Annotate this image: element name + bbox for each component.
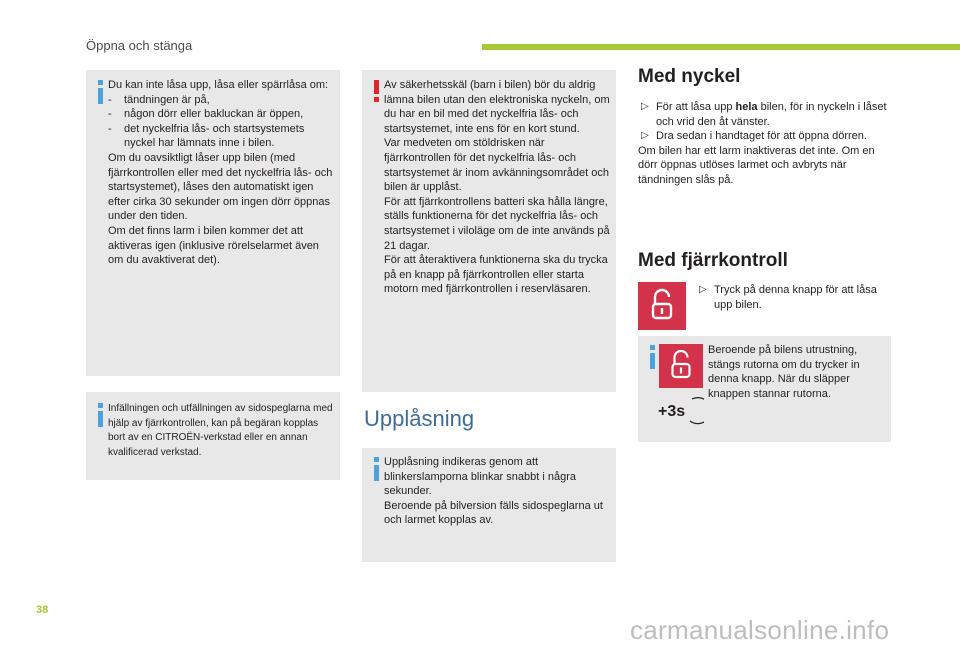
remote-step — [696, 283, 892, 312]
step-item: ▷ Dra sedan i handtaget för att öppna dörren. — [641, 130, 867, 143]
step-item: ▷ Tryck på denna knapp för att låsa upp bilen. — [699, 284, 877, 311]
step-item: ▷ För att låsa upp hela bilen, för in nyckeln i låset och vrid den åt vänster. — [641, 101, 887, 128]
arrow-icon: ▷ — [699, 284, 707, 295]
info-box-unlocking-text — [384, 455, 614, 528]
paragraph: Var medveten om stöldrisken när fjärrkontrollen för det nyckelfria lås- och startsystemet är inom avkänningsområdet och bilen är upplåst. — [384, 137, 609, 194]
dash-marker: - — [108, 108, 112, 121]
paragraph: Upplåsning indikeras genom att blinkerslamporna blinkar snabbt i några sekunder. — [384, 456, 576, 498]
hold-label: +3s — [658, 403, 686, 420]
dash-marker: - — [108, 93, 112, 106]
section-accent-bar — [482, 44, 960, 50]
arrow-icon: ▷ — [641, 101, 649, 112]
info-box-mirrors-text: Infällningen och utfällningen av sidospeglarna med hjälp av fjärrkontrollen, kan på begäran kopplas bort av en CITROËN-verkstad eller en annan kvalificerad verkstad. — [108, 403, 333, 458]
hold-3s-icon — [656, 395, 704, 425]
unlock-button-icon — [638, 282, 686, 330]
paragraph: Om du oavsiktligt låser upp bilen (med fjärrkontrollen eller med det nyckelfria lås- och startsystemet), låses den automatiskt igen efter cirka 30 sekunder om ingen dörr öppnas under den tiden. — [108, 151, 333, 223]
with-key-text — [638, 100, 892, 188]
paragraph: Av säkerhetsskäl (barn i bilen) bör du aldrig lämna bilen utan den elektroniska nyckeln, om du har en bil med det nyckelfria lås- och startsystemet, inte ens för en kort stund. — [384, 79, 610, 135]
section-title: Öppna och stänga — [86, 38, 193, 53]
paragraph: För att fjärrkontrollens batteri ska hålla längre, ställs funktionerna för det nyckelfria lås- och startsystemet i viloläge om de inte används på 21 dagar. — [384, 195, 610, 252]
paragraph: Om bilen har ett larm inaktiveras det inte. Om en dörr öppnas utlöses larmet och avbryts när tändningen slås på. — [638, 144, 875, 186]
watermark: carmanualsonline.info — [630, 615, 890, 645]
paragraph: Om det finns larm i bilen kommer det att aktiveras igen (inklusive rörelselarmet även om du avaktiverat det). — [108, 224, 319, 267]
warning-box-text — [384, 78, 612, 297]
list-item: - det nyckelfria lås- och startsystemets nyckel har lämnats inne i bilen. — [108, 122, 305, 150]
section-heading-with-key: Med nyckel — [638, 66, 741, 87]
section-heading-unlocking: Upplåsning — [364, 406, 475, 431]
warning-icon — [370, 80, 384, 108]
list-item: - tändningen är på, — [108, 93, 210, 106]
info-box-locking-conditions-text — [108, 78, 336, 268]
page-number: 38 — [36, 604, 49, 616]
info-box-windows-text: Beroende på bilens utrustning, stängs rutorna om du trycker in denna knapp. När du släpper knappen stannar rutorna. — [708, 344, 860, 400]
section-heading-with-remote: Med fjärrkontroll — [638, 250, 788, 271]
intro-text: Du kan inte låsa upp, låsa eller spärrlåsa om: — [108, 79, 329, 91]
arrow-icon: ▷ — [641, 130, 649, 142]
dash-marker: - — [108, 122, 112, 135]
paragraph: För att återaktivera funktionerna ska du trycka på en knapp på fjärrkontrollen eller starta motorn med fjärrkontrollen i reservläsaren. — [384, 254, 608, 296]
unlock-button-icon — [659, 344, 703, 388]
paragraph: Beroende på bilversion fälls sidospeglarna ut och larmet kopplas av. — [384, 499, 603, 527]
list-item: - någon dörr eller bakluckan är öppen, — [108, 108, 304, 121]
